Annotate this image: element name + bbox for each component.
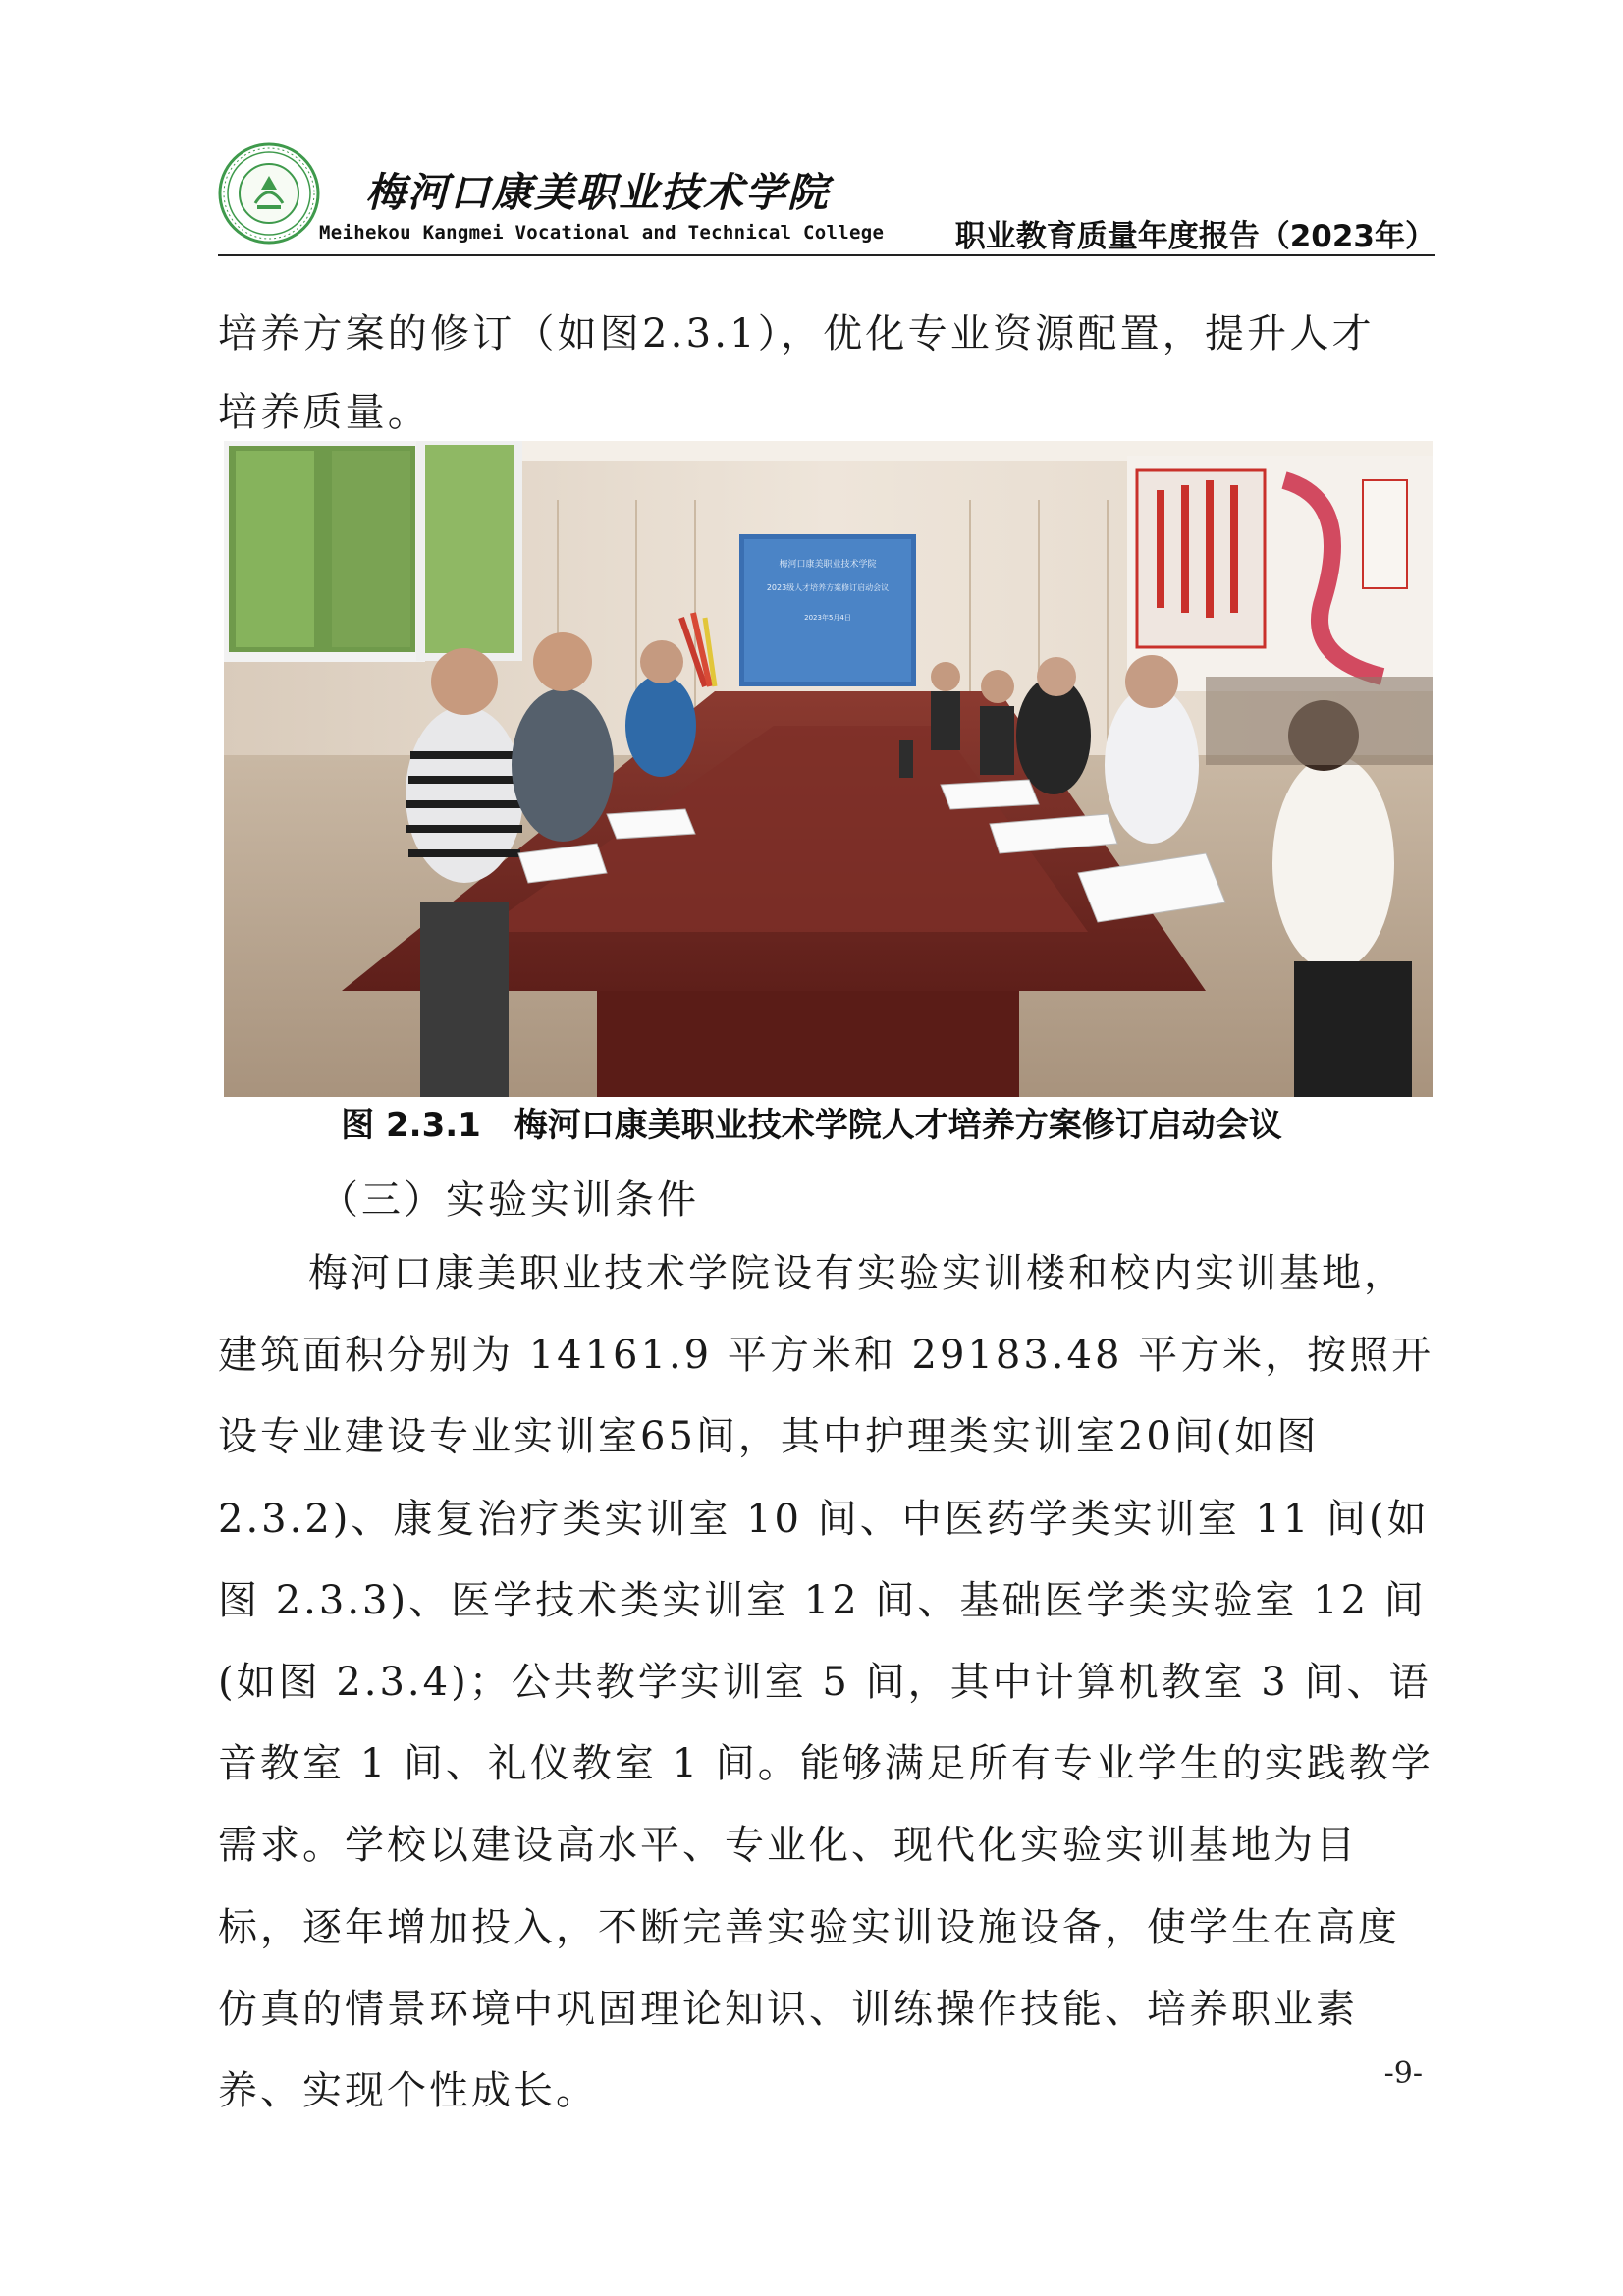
meeting-photo — [224, 441, 1433, 1097]
body-paragraph — [218, 1233, 1435, 2132]
intro-line-1: 培养方案的修订（如图2.3.1），优化专业资源配置，提升人才 — [218, 311, 1375, 356]
screen-line-3: 2023年5月4日 — [804, 614, 851, 622]
header-divider — [218, 254, 1435, 256]
page-number: -9- — [1383, 2056, 1423, 2091]
body-paragraph-text: 梅河口康美职业技术学院设有实验实训楼和校内实训基地，建筑面积分别为 14161.9 平方米和 29183.48 平方米，按照开设专业建设专业实训室65间，其中护理类实训室20间(如图2.3.2)、康复治疗类实训室 10 间、中医药学类实训室 11 间(如图 2.3.3)、医学技术类实训室 12 间、基础医学类实验室 12 间(如图 2.3.4)；公共教学实训室 5 间，其中计算机教室 3 间、语音教室 1 间、礼仪教室 1 间。能够满足所有专业学生的实践教学需求。学校以建设高水平、专业化、现代化实验实训基地为目标，逐年增加投入，不断完善实验实训设施设备，使学生在高度仿真的情景环境中巩固理论知识、训练操作技能、培养职业素养、实现个性成长。 — [218, 1251, 1434, 2114]
college-logo-icon — [218, 142, 320, 245]
figure-caption: 图 2.3.1 梅河口康美职业技术学院人才培养方案修订启动会议 — [341, 1106, 1282, 1145]
page-header — [218, 142, 1435, 255]
intro-line-2: 培养质量。 — [218, 390, 430, 435]
report-title: 职业教育质量年度报告（2023年） — [954, 219, 1435, 254]
college-name-en: Meihekou Kangmei Vocational and Technical College — [319, 222, 885, 244]
section-heading: （三）实验实训条件 — [319, 1177, 699, 1223]
screen-line-2: 2023级人才培养方案修订启动会议 — [766, 583, 890, 592]
college-name-cn: 梅河口康美职业技术学院 — [365, 169, 830, 216]
screen-line-1: 梅河口康美职业技术学院 — [779, 560, 877, 570]
